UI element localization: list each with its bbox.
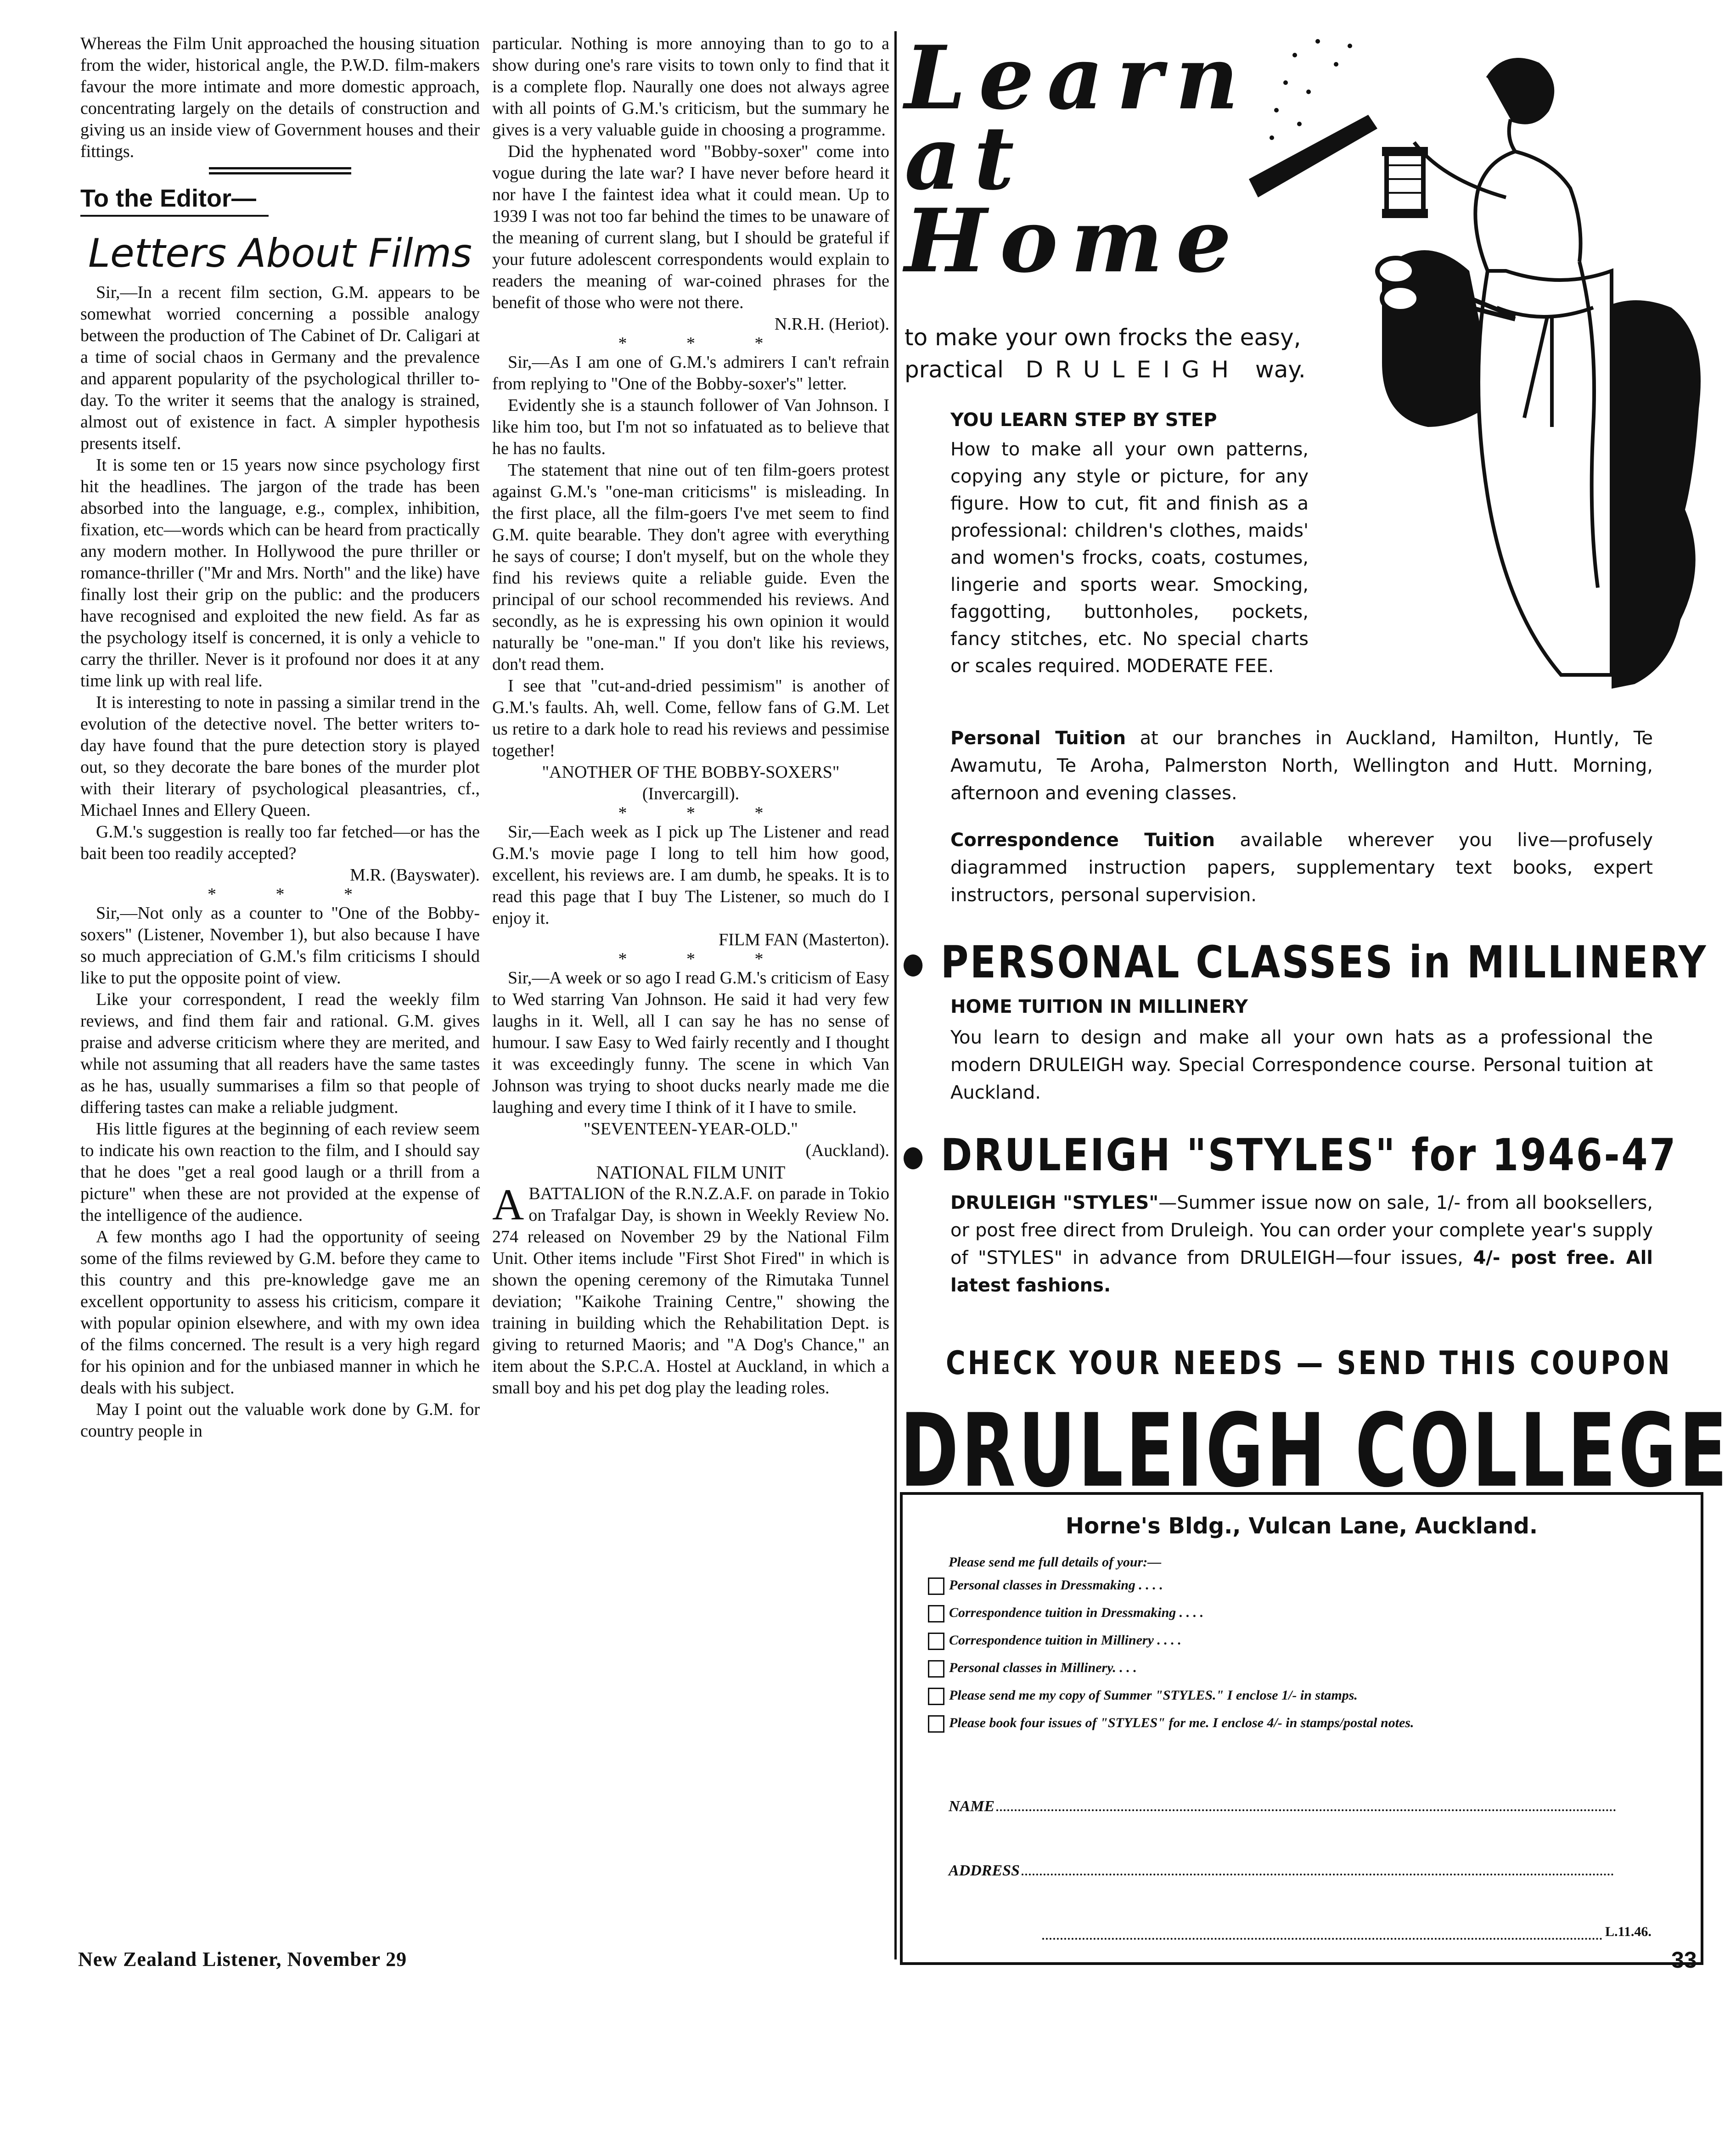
section-heading: To the Editor— [80, 185, 256, 212]
name-field[interactable] [949, 1798, 1616, 1815]
coupon-option-label: Correspondence tuition in Millinery . . . . [949, 1633, 1181, 1648]
coupon-option[interactable] [928, 1577, 1163, 1595]
letter1-signature: M.R. (Bayswater). [350, 865, 480, 885]
personal-tuition [950, 724, 1653, 807]
styles-body [950, 1189, 1653, 1299]
dressmaker-illustration [1230, 14, 1713, 702]
coupon-address: Horne's Bldg., Vulcan Lane, Auckland. [1065, 1513, 1538, 1539]
coupon-option[interactable] [928, 1633, 1181, 1650]
headline-home: Home [905, 190, 1245, 292]
letter2-paragraph: May I point out the valuable work done by G.M. for country people in [80, 1400, 480, 1441]
tagline-druleigh: DRULEIGH [1025, 356, 1241, 383]
letter2-signature: N.R.H. (Heriot). [774, 314, 889, 334]
separator-stars: * * * [618, 334, 791, 353]
middle-column [492, 33, 889, 1399]
drop-cap: A [492, 1180, 524, 1229]
left-column [80, 33, 480, 1442]
letter2-paragraph: Like your correspondent, I read the weekly film reviews, and find them fair and rational. G.M. gives praise and adverse criticism where they are merited, and while not assuming that all readers have the same tastes as he has, usually summarises a film so that people of differing tastes can make a reliable judgment. [80, 990, 480, 1117]
letter4-paragraph: Sir,—Each week as I pick up The Listener and read G.M.'s movie page I long to tell him how good, excellent, his reviews are. I am dumb, he speaks. It is to read this page that I buy The Listener, so much do I enjoy it. [492, 822, 889, 928]
step-heading: YOU LEARN STEP BY STEP [950, 410, 1217, 431]
coupon-option[interactable] [928, 1688, 1358, 1705]
coupon-option-label: Personal classes in Dressmaking . . . . [949, 1577, 1163, 1593]
table-edge [1249, 115, 1377, 197]
styles-body-text: —Summer issue now on sale, 1/- from all booksellers, or post free direct from Druleigh. You can order your complete year's supply of "STYLES" in advance from DRULEIGH—four issues, [950, 1192, 1653, 1269]
coupon-option-label: Please send me my copy of Summer "STYLES." I enclose 1/- in stamps. [949, 1688, 1358, 1703]
personal-tuition-label: Personal Tuition [950, 728, 1126, 749]
correspondence-tuition-body: available wherever you live—profusely diagrammed instruction papers, supplementary text books, expert instructors, personal supervision. [950, 830, 1653, 906]
coupon-option[interactable] [928, 1715, 1414, 1733]
checkbox[interactable] [928, 1688, 944, 1705]
letter3-paragraph: I see that "cut-and-dried pessimism" is another of G.M.'s faults. Ah, well. Come, fellow fans of G.M. Let us retire to a dark hole to read his reviews and pessimise together! [492, 676, 889, 760]
letter1-paragraph: It is interesting to note in passing a similar trend in the evolution of the detective novel. The better writers to-day have found that the pure detection story is played out, so they decorate the bare bones of the murder plot with their literary of psychological pleasantries, cf., Michael Innes and Ellery Queen. [80, 693, 480, 820]
intro-paragraph: Whereas the Film Unit approached the housing situation from the wider, historical angle, the P.W.D. film-makers favour the more intimate and more domestic approach, concentrating largely on the details of construction and giving us an inside view of Government houses and their fittings. [80, 34, 480, 161]
spool-icon [1382, 147, 1428, 218]
checkbox[interactable] [928, 1660, 944, 1678]
address-field[interactable] [949, 1862, 1614, 1880]
letter2-paragraph: Did the hyphenated word "Bobby-soxer" come into vogue during the late war? I have never before heard it nor have I the faintest idea what it could mean. Up to 1939 I was not too far behind the times to be unaware of the meaning of current slang, but I should be grateful if your future adolescent correspondents would explain to readers the meaning of war-coined phrases for the benefit of those who were not there. [492, 142, 889, 312]
checkbox[interactable] [928, 1715, 944, 1733]
heading-underline [80, 215, 269, 217]
letter3-signature: "ANOTHER OF THE BOBBY-SOXERS" (Invercargill). [542, 763, 840, 803]
tagline-practical: practical [905, 356, 1004, 383]
order-coupon [900, 1492, 1703, 1965]
letter3-paragraph: Sir,—As I am one of G.M.'s admirers I can't refrain from replying to "One of the Bobby-soxer's" letter. [492, 353, 889, 393]
bullet-icon [904, 954, 922, 977]
headline-learn: Learn [905, 27, 1252, 129]
millinery-heading [904, 937, 1708, 988]
millinery-heading-text: PERSONAL CLASSES in MILLINERY [940, 937, 1708, 988]
coupon-option[interactable] [928, 1605, 1203, 1622]
headline-at: at [905, 107, 1027, 209]
nfu-heading: NATIONAL FILM UNIT [596, 1162, 786, 1183]
letter5-paragraph: Sir,—A week or so ago I read G.M.'s criticism of Easy to Wed starring Van Johnson. He said it had very few laughs in it. Well, all I can say he has no sense of humour. I saw Easy to Wed fairly recently and I thought it was exceedingly funny. The scene in which Van Johnson was trying to shoot ducks nearly made me die laughing and every time I think of it I have to smile. [492, 968, 889, 1117]
separator-stars: * * * [208, 885, 380, 904]
column-rule [894, 31, 897, 1959]
tagline-way: way. [1255, 356, 1306, 383]
checkbox[interactable] [928, 1605, 944, 1622]
styles-heading-text: DRULEIGH "STYLES" for 1946-47 [940, 1129, 1677, 1181]
page-number: 33 [1671, 1947, 1697, 1973]
letter2-paragraph: A few months ago I had the opportunity of seeing some of the films reviewed by G.M. before they came to this country and this pre-knowledge gave me an excellent opportunity to assess his criticism, compare it with popular opinion elsewhere, and with my own idea of the films concerned. The result is a very high regard for his opinion and for the unbiased manner in which he deals with his subject. [80, 1227, 480, 1398]
letter1-paragraph: It is some ten or 15 years now since psychology first hit the headlines. The jargon of the trade has been absorbed into the language, e.g., complex, inhibition, fixation, etc—words which can be heard from practically any modern mother. In Hollywood the pure thriller or romance-thriller ("Mr and Mrs. North" and the like) have finally lost their grip on the public: and the producers have recognised and exploited the new field. As far as the psychology itself is concerned, it is only a vehicle to carry the thriller. Never is it profound nor does it at any time link up with real life. [80, 455, 480, 690]
coupon-option-label: Please book four issues of "STYLES" for me. I enclose 4/- in stamps/postal notes. [949, 1715, 1414, 1730]
name-input-line[interactable] [996, 1809, 1616, 1811]
tagline-line1: to make your own frocks the easy, [905, 324, 1301, 351]
separator-stars: * * * [618, 803, 791, 823]
coupon-option[interactable] [928, 1660, 1137, 1678]
college-name: DRULEIGH COLLEGE [900, 1392, 1730, 1510]
millinery-subheading: HOME TUITION IN MILLINERY [950, 996, 1248, 1017]
section-divider [209, 167, 351, 174]
name-label: NAME [949, 1798, 995, 1815]
address-label: ADDRESS [949, 1862, 1020, 1879]
publication-footer: New Zealand Listener, November 29 [78, 1948, 407, 1970]
address-input-line[interactable] [1022, 1874, 1614, 1875]
checkbox[interactable] [928, 1633, 944, 1650]
address-line2[interactable] [1040, 1926, 1602, 1944]
step-body: How to make all your own patterns, copying any style or picture, for any figure. How to cut, fit and finish as a professional: children's clothes, maids' and women's frocks, coats, costumes, lingerie and sports wear. Smocking, faggotting, buttonholes, pockets, fancy stitches, etc. No special charts or scales required. MODERATE FEE. [950, 439, 1309, 677]
letter1-paragraph: G.M.'s suggestion is really too far fetched—or has the bait been too readily accepted? [80, 822, 480, 863]
nfu-paragraph [492, 1180, 889, 1399]
separator-stars: * * * [618, 949, 791, 969]
personal-tuition-body: at our branches in Auckland, Hamilton, Huntly, Te Awamutu, Te Aroha, Palmerston North, Wellington and Hutt. Morning, afternoon and evening classes. [950, 728, 1653, 804]
section-title: Letters About Films [88, 230, 472, 276]
dotted-pattern [1270, 39, 1352, 140]
check-needs-heading: CHECK YOUR NEEDS — SEND THIS COUPON [946, 1344, 1672, 1382]
druleigh-advertisement [900, 27, 1730, 1942]
coupon-code: L.11.46. [1605, 1924, 1652, 1939]
letter1-paragraph: Sir,—In a recent film section, G.M. appears to be somewhat worried concerning a possible analogy between the production of The Cabinet of Dr. Caligari at a time of social chaos in Germany and the prevalence and apparent popularity of the psychological thriller to-day. To the writer it seems that the analogy is strained, almost out of existence in fact. A simpler hypothesis presents itself. [80, 283, 480, 453]
styles-heading [904, 1129, 1677, 1181]
coupon-option-label: Correspondence tuition in Dressmaking . . . . [949, 1605, 1204, 1620]
correspondence-tuition-label: Correspondence Tuition [950, 830, 1215, 851]
letter3-paragraph: The statement that nine out of ten film-goers protest against G.M.'s "one-man criticisms" is misleading. In the first place, all the film-goers I've met seem to find G.M. quite bearable. They don't agree with everything he says of course; I don't myself, but on the whole they find his reviews quite a reliable guide. Even the principal of our school recommended his reviews. And secondly, as he is expressing his own opinion it would naturally be "one-man." If you don't like his reviews, don't read them. [492, 460, 889, 674]
letter3-paragraph: Evidently she is a staunch follower of Van Johnson. I like him too, but I'm not so infatuated as to believe that he has no faults. [492, 396, 889, 458]
letter4-signature: FILM FAN (Masterton). [719, 930, 889, 949]
coupon-option-label: Personal classes in Millinery. . . . [949, 1660, 1137, 1675]
letter2-continued: particular. Nothing is more annoying than to go to a show during one's rare visits to town only to find that it is a complete flop. Naurally one does not always agree with all points of G.M.'s criticism, but the summary he gives is a very valuable guide in choosing a programme. [492, 34, 889, 140]
bullet-icon [904, 1147, 922, 1169]
letter2-paragraph: His little figures at the beginning of each review seem to indicate his own reaction to the film, and I should say that he does "get a real good laugh or a thrill from a picture" when these are not provided at the expense of the intelligence of the audience. [80, 1119, 480, 1225]
millinery-body: You learn to design and make all your own hats as a professional the modern DRULEIGH way. Special Correspondence course. Personal tuition at Auckland. [950, 1027, 1653, 1103]
styles-label: DRULEIGH "STYLES" [950, 1192, 1159, 1213]
correspondence-tuition [950, 826, 1653, 909]
styles-end: 4/- post free. All latest fashions. [950, 1247, 1653, 1296]
letter5-signature-place: (Auckland). [805, 1141, 889, 1160]
address-input-line2[interactable] [1042, 1938, 1602, 1940]
nfu-body: BATTALION of the R.N.Z.A.F. on parade in Tokio on Trafalgar Day, is shown in Weekly Review No. 274 released on November 29 by the National Film Unit. Other items include "First Shot Fired" in which is shown the opening ceremony of the Rimutaka Tunnel deviation; "Kaikohe Training Centre," showing the training in building which the Rehabilitation Dept. is giving to returned Maoris; and "A Dog's Chance," an item about the S.P.C.A. Hostel at Auckland, in which a small boy and his pet dog play the leading roles. [492, 1184, 889, 1398]
letter2-paragraph: Sir,—Not only as a counter to "One of the Bobby-soxers" (Listener, November 1), but also because I have so much appreciation of G.M.'s film criticisms I should like to put the opposite point of view. [80, 904, 480, 988]
checkbox[interactable] [928, 1577, 944, 1595]
coupon-intro: Please send me full details of your:— [949, 1555, 1162, 1570]
letter5-signature: "SEVENTEEN-YEAR-OLD." [584, 1119, 798, 1139]
